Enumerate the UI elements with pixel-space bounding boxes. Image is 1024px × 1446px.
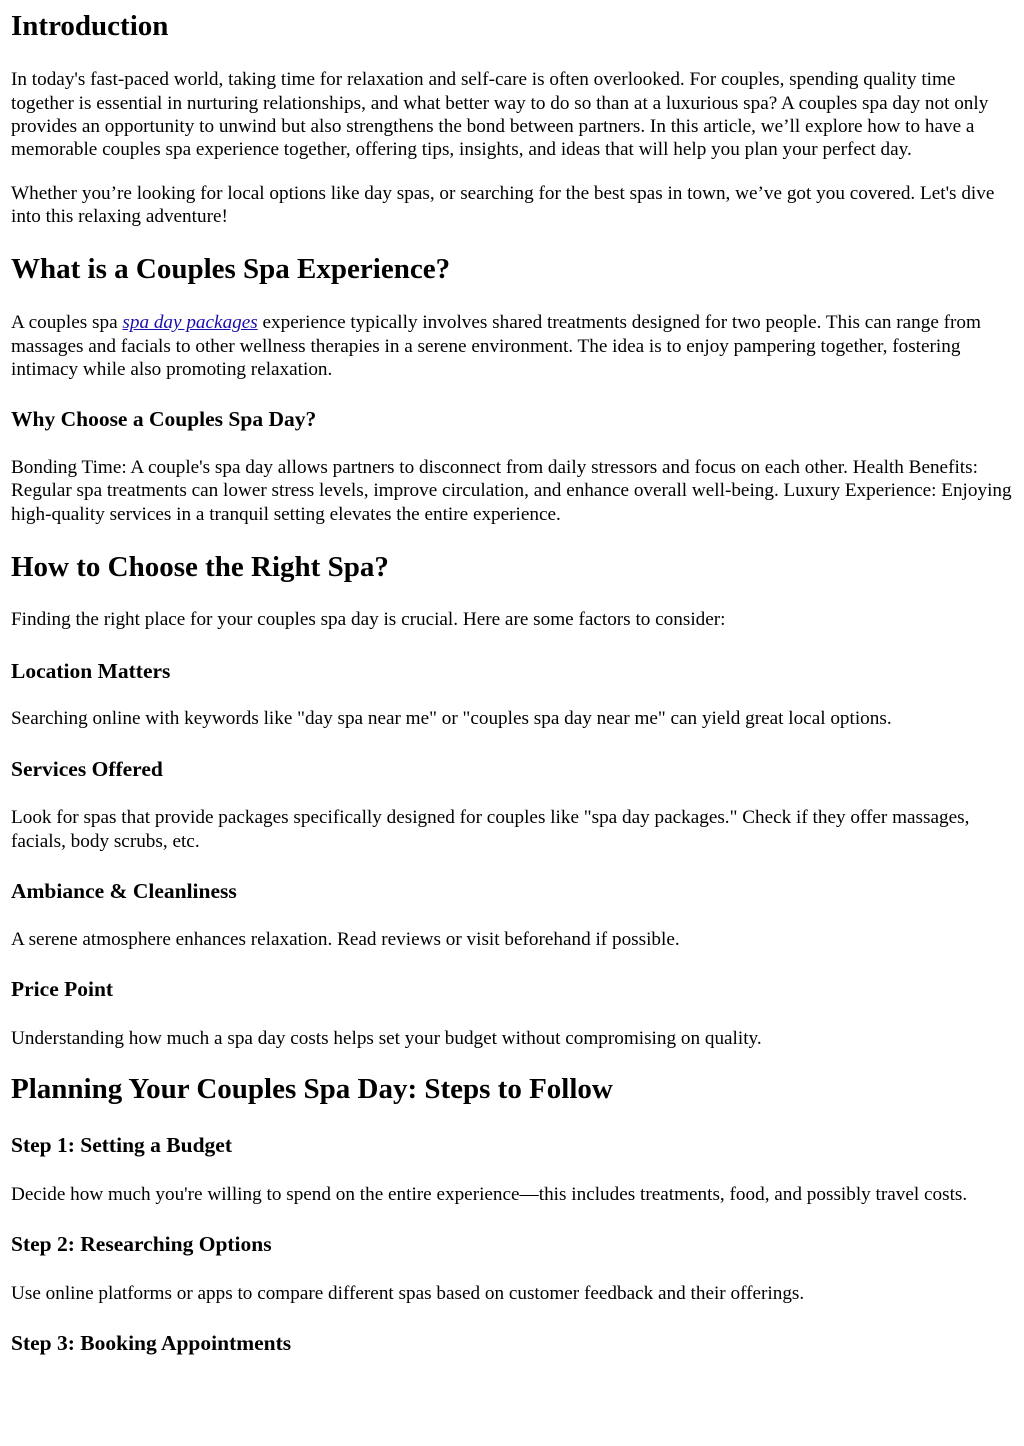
heading-price-point: Price Point xyxy=(11,976,114,1001)
paragraph-step-2: Use online platforms or apps to compare different spas based on customer feedback and their offerings. xyxy=(11,1283,805,1305)
paragraph-introduction-1: In today's fast-paced world, taking time for relaxation and self-care is often overlooked. For couples, spending quality time together is essential in nurturing relationships, and what better way to do so than at a luxurious spa? A couples spa day not only provides an opportunity to unwind but also strengthens the bond between partners. In this article, we’ll explore how to have a memorable couples spa experience together, offering tips, insights, and ideas that will help you plan your perfect day. xyxy=(11,69,989,161)
heading-why-choose: Why Choose a Couples Spa Day? xyxy=(11,407,317,432)
heading-how-to-choose: How to Choose the Right Spa? xyxy=(11,550,389,583)
paragraph-location-matters: Searching online with keywords like "day spa near me" or "couples spa day near me" can yield great local options. xyxy=(11,708,892,730)
heading-planning-steps: Planning Your Couples Spa Day: Steps to Follow xyxy=(11,1072,613,1105)
heading-ambiance-cleanliness: Ambiance & Cleanliness xyxy=(11,878,237,903)
paragraph-price-point: Understanding how much a spa day costs helps set your budget without compromising on quality. xyxy=(11,1027,762,1049)
heading-services-offered: Services Offered xyxy=(11,756,163,781)
paragraph-step-1: Decide how much you're willing to spend on the entire experience—this includes treatments, food, and possibly travel costs. xyxy=(11,1184,968,1206)
heading-step-3: Step 3: Booking Appointments xyxy=(11,1331,292,1356)
paragraph-why-choose: Bonding Time: A couple's spa day allows partners to disconnect from daily stressors and focus on each other. Health Benefits: Regular spa treatments can lower stress levels, improve circulation, and enhance overall well-being. Luxury Experience: Enjoying high-quality services in a tranquil setting elevates the entire experience. xyxy=(11,457,1012,525)
paragraph-what-is-couples-spa xyxy=(11,311,1013,381)
heading-location-matters: Location Matters xyxy=(11,658,171,683)
heading-step-2: Step 2: Researching Options xyxy=(11,1232,272,1257)
heading-what-is-couples-spa: What is a Couples Spa Experience? xyxy=(11,253,451,286)
paragraph-introduction-2: Whether you’re looking for local options like day spas, or searching for the best spas in town, we’ve got you covered. Let's dive into this relaxing adventure! xyxy=(11,182,995,227)
paragraph-ambiance-cleanliness: A serene atmosphere enhances relaxation. Read reviews or visit beforehand if possible. xyxy=(11,928,680,950)
paragraph-text-after-link: experience typically involves shared treatments designed for two people. This can range from massages and facials to other wellness therapies in a serene environment. The idea is to enjoy pampering together, fostering intimacy while also promoting relaxation. xyxy=(11,312,981,381)
heading-introduction: Introduction xyxy=(11,10,169,42)
heading-step-1: Step 1: Setting a Budget xyxy=(11,1133,232,1158)
paragraph-text-before-link: A couples spa xyxy=(11,312,123,334)
paragraph-how-to-choose: Finding the right place for your couples spa day is crucial. Here are some factors to consider: xyxy=(11,609,726,631)
paragraph-services-offered: Look for spas that provide packages specifically designed for couples like "spa day packages." Check if they offer massages, facials, body scrubs, etc. xyxy=(11,807,970,852)
spa-day-packages-link[interactable]: spa day packages xyxy=(122,312,258,334)
